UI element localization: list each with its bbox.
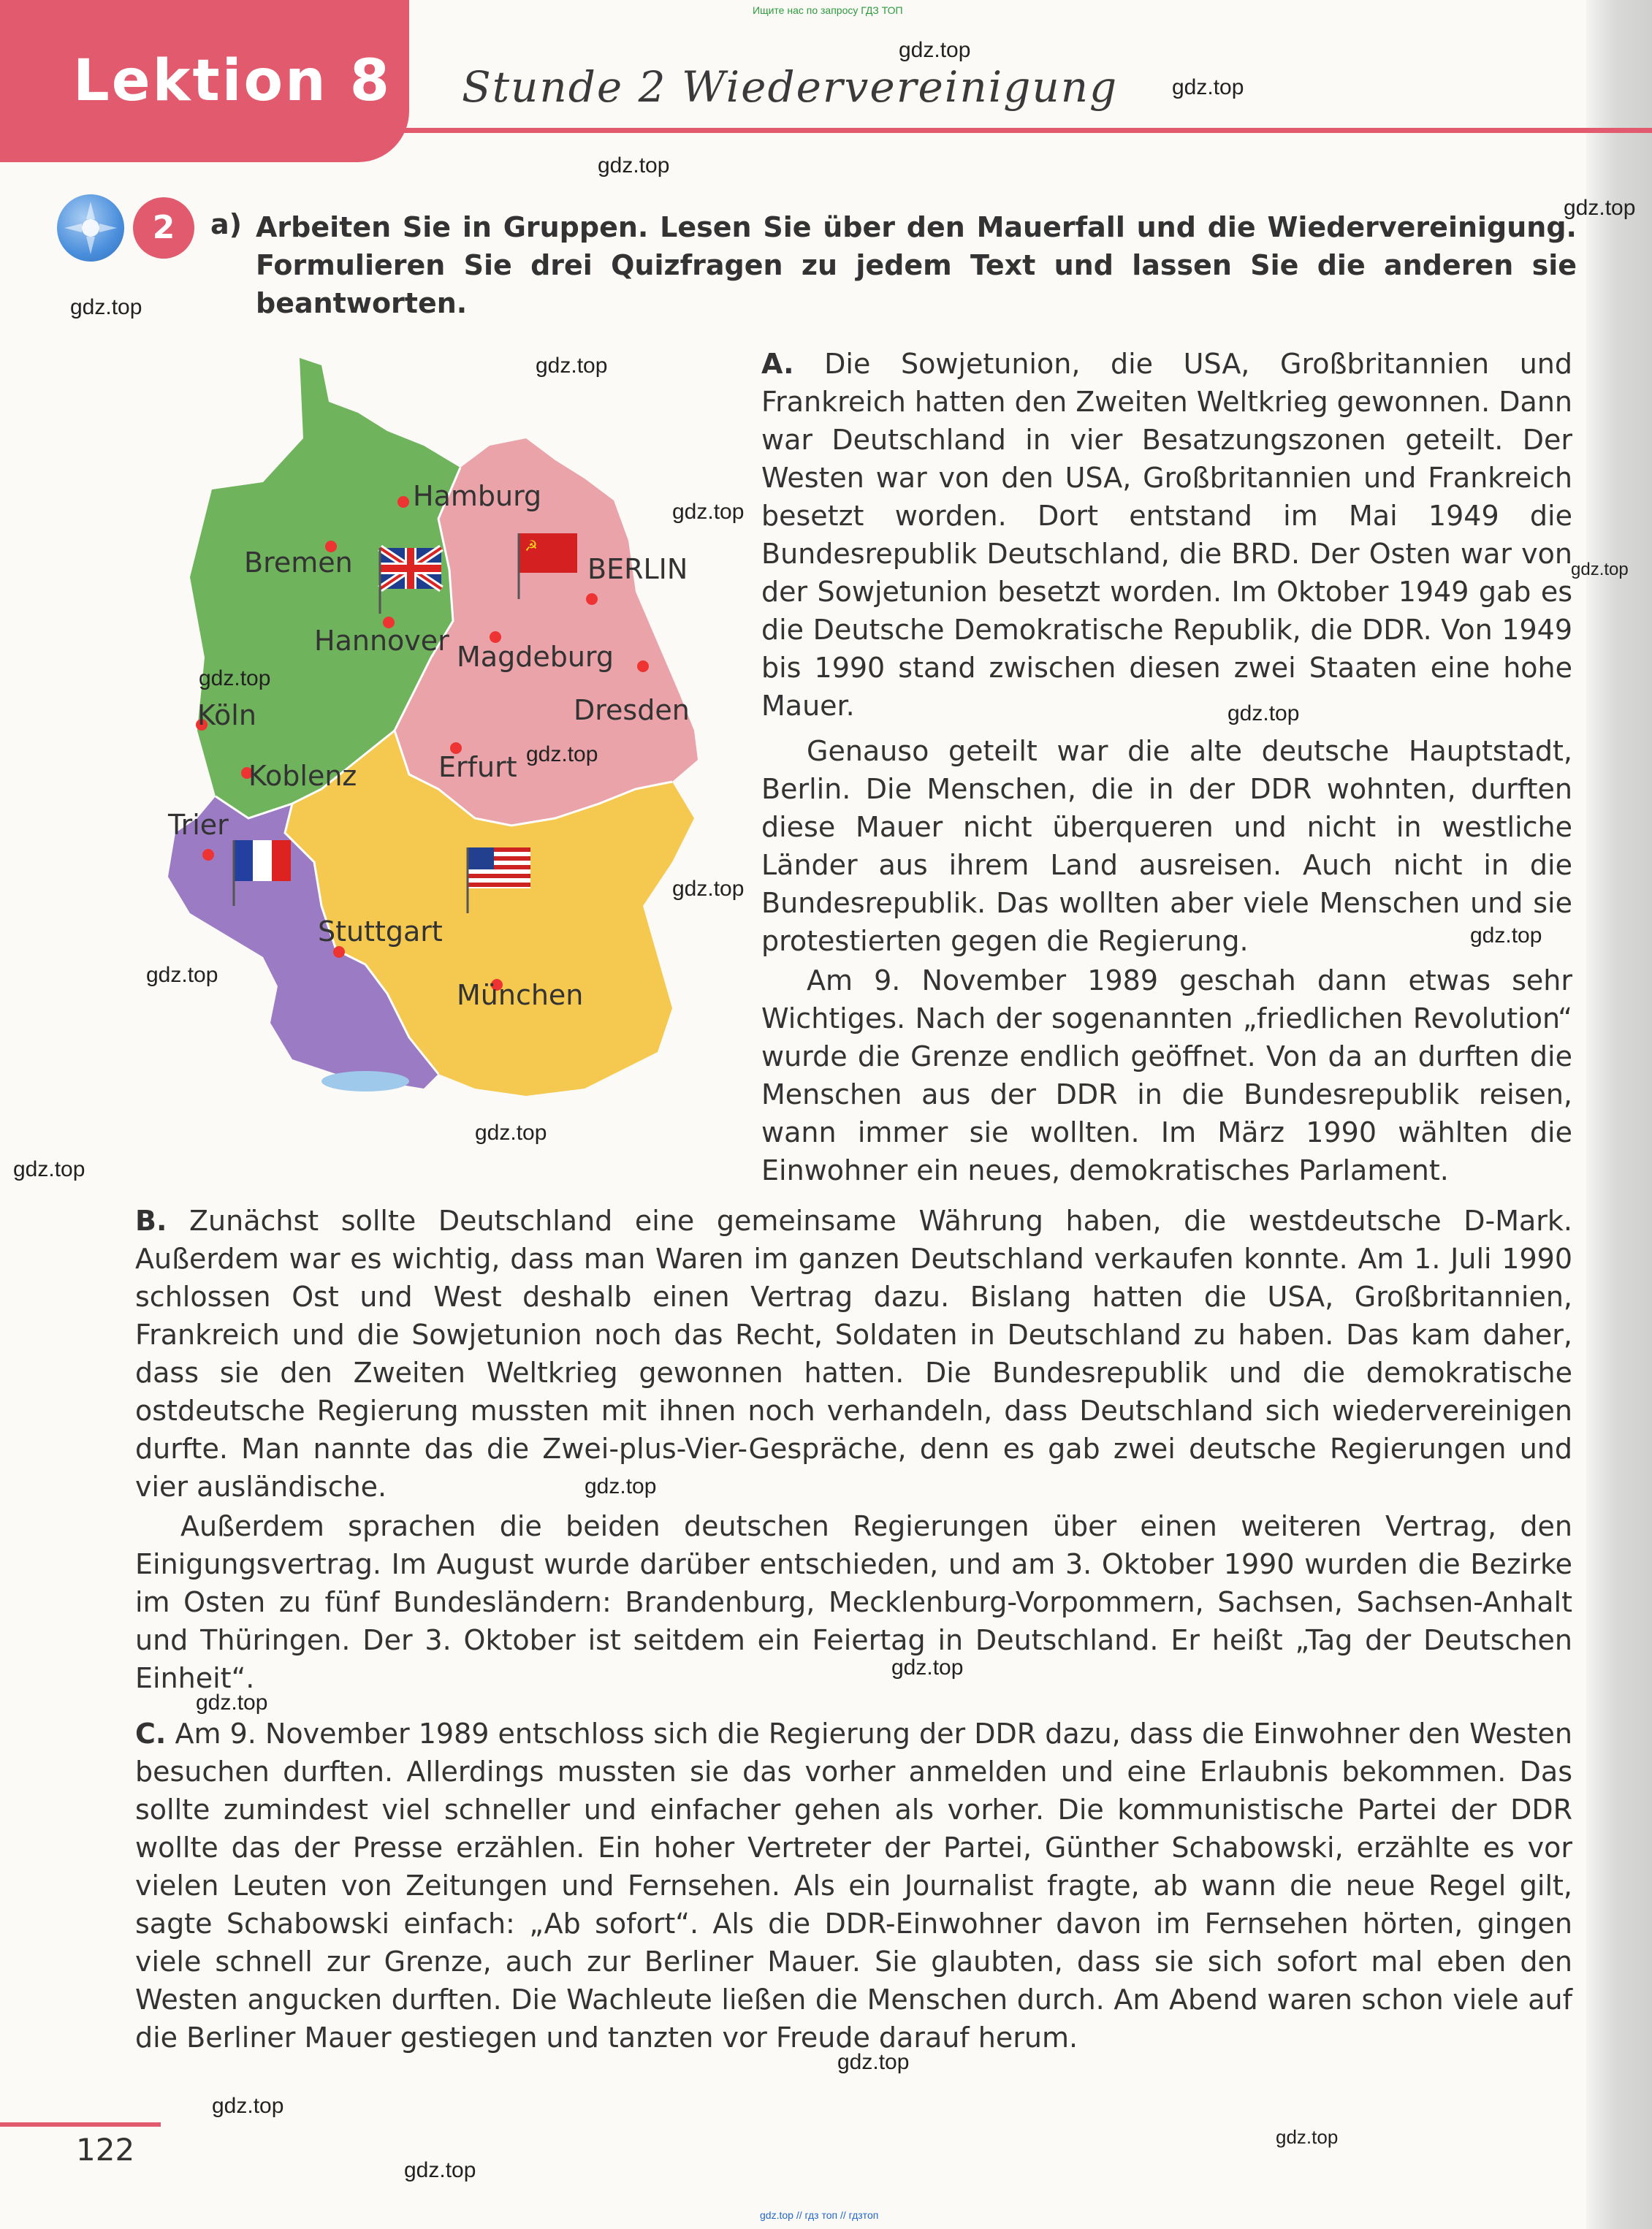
germany-occupation-map bbox=[146, 351, 716, 1118]
watermark: gdz.top bbox=[536, 354, 608, 378]
text-b-paragraph-2: Außerdem sprachen die beiden deutschen Regierungen über einen weiteren Vertrag, den Einigungsvertrag. Im August wurde darüber entschieden, und am 3. Oktober 1990 wurden die Bezirke im Osten zu fünf Bundesländern: Brandenburg, Mecklenburg-Vorpommern, Sachsen, Sachsen-Anhalt und Thüringen. Der 3. Oktober ist seitdem ein Feiertag in Deutschland. Er heißt „Tag der Deutschen Einheit“. bbox=[135, 1510, 1572, 1694]
lesson-subtitle: Stunde 2 Wiedervereinigung bbox=[462, 62, 1119, 112]
page-fold-shadow bbox=[1586, 0, 1652, 2229]
city-label: Bremen bbox=[244, 546, 353, 579]
watermark: gdz.top bbox=[70, 295, 142, 319]
watermark: gdz.top bbox=[1172, 75, 1244, 99]
city-label: Trier bbox=[168, 809, 229, 841]
exercise-letter: a) bbox=[210, 208, 243, 240]
watermark: gdz.top bbox=[1470, 923, 1542, 948]
watermark-bottom-tiny: gdz.top // гдз топ // гдзтоп bbox=[760, 2209, 879, 2221]
text-a-paragraph-2: Genauso geteilt war die alte deutsche Hauptstadt, Berlin. Die Menschen, die in der DDR wohnten, durften diese Mauer nicht überqueren und nicht in westliche Länder aus ihrem Land ausreisen. Auch nicht in die Bundesrepublik. Das wollten aber viele Menschen und sie protestierten gegen die Regierung. bbox=[761, 735, 1572, 957]
watermark: gdz.top bbox=[196, 1691, 268, 1715]
city-dot bbox=[333, 946, 345, 958]
audio-disc-icon bbox=[57, 194, 124, 262]
city-label: Koblenz bbox=[248, 760, 357, 792]
text-c-label: C. bbox=[135, 1718, 167, 1750]
text-c-paragraph-1: C. Am 9. November 1989 entschloss sich die Regierung der DDR dazu, dass die Einwohner den Westen besuchen durften. Allerdings mussten sie das vorher anmelden und eine Erlaubnis bekommen. Das sollte zumindest viel schneller und einfacher gehen als vorher. Die kommunistische Partei der DDR wollte das der Presse erzählen. Ein hoher Vertreter der Partei, Günther Schabowski, erzählte es vor vielen Leuten von Zeitungen und Fernsehen. Als ein Journalist fragte, ab wann die neue Regel gilt, sagte Schabowski einfach: „Ab sofort“. Als die DDR-Einwohner davon im Fernsehen hörten, gingen viele schnell zur Grenze, auch zur Berliner Mauer. Sie glaubten, dass sie sich sofort mal eben den Westen angucken durften. Die Wachleute ließen die Menschen durch. Am Abend waren schon viele auf die Berliner Mauer gestiegen und tanzten vor Freude darauf herum. bbox=[135, 1718, 1572, 2054]
exercise-instruction: Arbeiten Sie in Gruppen. Lesen Sie über den Mauerfall und die Wiedervereinigung. Formulieren Sie drei Quizfragen zu jedem Text und lassen Sie die anderen sie beantworten. bbox=[256, 211, 1577, 319]
text-b-label: B. bbox=[135, 1205, 167, 1237]
page-number-rule bbox=[0, 2122, 161, 2127]
watermark: gdz.top bbox=[672, 877, 745, 901]
text-a-paragraph-1: A. Die Sowjetunion, die USA, Großbritannien und Frankreich hatten den Zweiten Weltkrieg gewonnen. Dann war Deutschland in vier Besatzungszonen geteilt. Der Westen war von den USA, Großbritannien und Frankreich besetzt worden. Dort entstand im Mai 1949 die Bundesrepublik Deutschland, die BRD. Der Osten war von der Sowjetunion besetzt worden. Im Oktober 1949 gab es die Deutsche Demokratische Republik, die DDR. Von 1949 bis 1990 stand zwischen diesen zwei Staaten eine hohe Mauer. bbox=[761, 348, 1573, 722]
exercise-number-badge: 2 bbox=[133, 197, 194, 259]
city-label: BERLIN bbox=[587, 553, 688, 585]
watermark: gdz.top bbox=[475, 1121, 547, 1145]
watermark: gdz.top bbox=[199, 666, 271, 690]
city-dot bbox=[202, 849, 214, 861]
watermark: gdz.top bbox=[526, 742, 598, 766]
city-label: Magdeburg bbox=[457, 641, 614, 673]
watermark: gdz.top bbox=[1564, 196, 1636, 220]
svg-text:☭: ☭ bbox=[525, 537, 538, 555]
city-dot bbox=[397, 496, 409, 508]
watermark: gdz.top bbox=[1571, 560, 1629, 579]
city-label: München bbox=[457, 979, 584, 1011]
watermark: gdz.top bbox=[899, 38, 971, 62]
watermark: gdz.top bbox=[404, 2158, 476, 2182]
city-dot bbox=[586, 593, 598, 605]
watermark: gdz.top bbox=[891, 1655, 964, 1680]
watermark: gdz.top bbox=[585, 1474, 657, 1498]
text-a-label: A. bbox=[761, 348, 794, 380]
watermark: gdz.top bbox=[13, 1157, 85, 1181]
city-label: Dresden bbox=[574, 694, 690, 726]
watermark: gdz.top bbox=[1227, 701, 1300, 725]
city-label: Köln bbox=[197, 699, 256, 731]
lesson-title: Lektion 8 bbox=[73, 48, 392, 114]
watermark: gdz.top bbox=[672, 500, 745, 524]
city-label: Hamburg bbox=[413, 480, 542, 512]
page-number: 122 bbox=[76, 2132, 135, 2168]
watermark: gdz.top bbox=[598, 153, 670, 178]
lake-constance bbox=[321, 1071, 409, 1091]
watermark: gdz.top bbox=[212, 2094, 284, 2118]
watermark: gdz.top bbox=[1276, 2126, 1339, 2148]
city-label: Stuttgart bbox=[318, 915, 443, 948]
watermark-top-tiny: Ищите нас по запросу ГДЗ ТОП bbox=[753, 4, 903, 16]
text-a-paragraph-3: Am 9. November 1989 geschah dann etwas sehr Wichtiges. Nach der sogenannten „friedlichen Revolution“ wurde die Grenze endlich geöffnet. Von da an durften die Menschen aus der DDR in die Bundesrepublik reisen, wann immer sie wollten. Im März 1990 wählten die Einwohner ein neues, demokratisches Parlament. bbox=[761, 964, 1572, 1186]
city-label: Erfurt bbox=[438, 751, 517, 783]
city-dot bbox=[637, 660, 649, 672]
watermark: gdz.top bbox=[837, 2050, 910, 2074]
watermark: gdz.top bbox=[146, 963, 218, 987]
city-label: Hannover bbox=[314, 625, 449, 657]
header-rule bbox=[380, 128, 1652, 133]
text-b-paragraph-1: B. Zunächst sollte Deutschland eine gemeinsame Währung haben, die westdeutsche D-Mark. Außerdem war es wichtig, dass man Waren im ganzen Deutschland verkaufen konnte. Am 1. Juli 1990 schlossen Ost und West deshalb einen Vertrag dazu. Bislang hatten die USA, Großbritannien, Frankreich und die Sowjetunion noch das Recht, Soldaten in Deutschland zu haben. Das kam daher, dass sie den Zweiten Weltkrieg gewonnen hatten. Die Bundesrepublik und die demokratische ostdeutsche Regierung mussten mit ihnen noch verhandeln, dass Deutschland sich wiedervereinigen durfte. Man nannte das die Zwei-plus-Vier-Gespräche, denn es gab zwei deutsche Regierungen und vier ausländische. bbox=[135, 1205, 1572, 1503]
